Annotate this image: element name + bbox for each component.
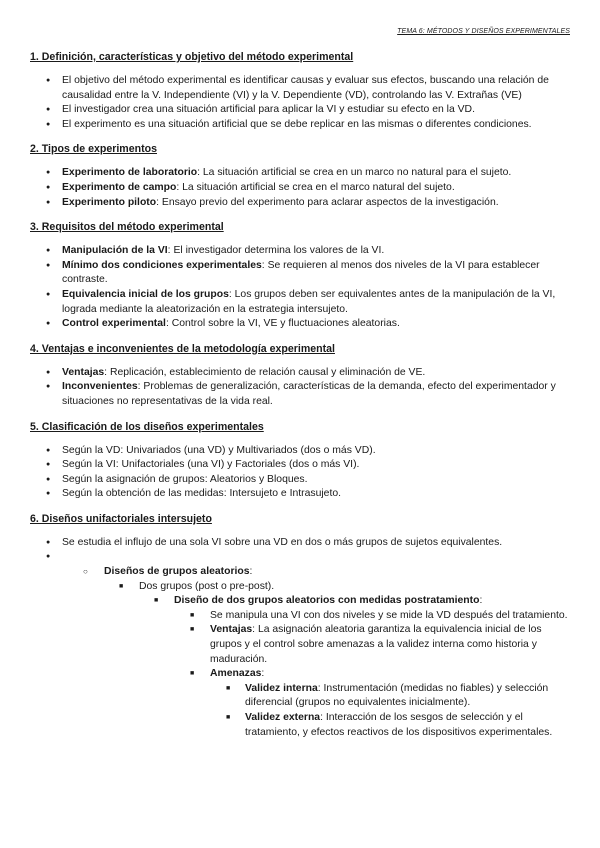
list-item	[30, 380, 575, 409]
section-4-title: 4. Ventajas e inconvenientes de la metodología experimental	[30, 342, 335, 355]
list-item: ● Se estudia el influjo de una sola VI sobre una VD en dos o más grupos de sujetos equivalentes.	[30, 536, 575, 551]
definition: : Replicación, establecimiento de relación causal y eliminación de VE.	[104, 366, 426, 378]
section-3-title: 3. Requisitos del método experimental	[30, 221, 224, 234]
list-item: ● Según la obtención de las medidas: Intersujeto e Intrasujeto.	[30, 487, 575, 502]
list-item: ● El experimento es una situación artificial que se debe replicar en las mismas o diferentes condiciones.	[30, 118, 575, 133]
section-5-title: 5. Clasificación de los diseños experimentales	[30, 420, 264, 433]
term: Diseños de grupos aleatorios	[104, 566, 250, 578]
list-item: ● El investigador crea una situación artificial para aplicar la VI y estudiar su efecto en la VD.	[30, 103, 575, 118]
detail-item	[30, 623, 575, 667]
term: Experimento de campo	[62, 181, 177, 193]
list-item	[30, 288, 575, 317]
detail-subitem	[30, 711, 575, 740]
section-1	[30, 50, 575, 132]
sublist-item	[30, 594, 575, 609]
list-item: ● Según la asignación de grupos: Aleatorios y Bloques.	[30, 473, 575, 488]
list-item	[30, 166, 575, 181]
list-item	[30, 196, 575, 211]
detail-item	[30, 667, 575, 682]
definition: : La situación artificial se crea en un marco no natural para el sujeto.	[197, 167, 512, 179]
definition: : Problemas de generalización, características de la demanda, efecto del experimentador y situaciones no representativas de la vida real.	[62, 381, 556, 407]
section-4-list	[30, 366, 575, 410]
term-colon: :	[479, 595, 483, 607]
detail-item: ■ Se manipula una VI con dos niveles y se mide la VD después del tratamiento.	[30, 609, 575, 624]
list-item: ● Según la VI: Unifactoriales (una VI) y Factoriales (dos o más VI).	[30, 458, 575, 473]
definition: : Control sobre la VI, VE y fluctuaciones aleatorias.	[165, 318, 400, 330]
term-colon: :	[249, 566, 253, 578]
definition: : La asignación aleatoria garantiza la equivalencia inicial de los grupos y el control sobre amenazas a la validez interna como historia y maduración.	[210, 624, 542, 665]
list-item	[30, 317, 575, 332]
term: Experimento piloto	[62, 196, 157, 208]
definition: : Ensayo previo del experimento para aclarar aspectos de la investigación.	[156, 196, 499, 208]
list-item	[30, 366, 575, 381]
term-colon: :	[261, 668, 265, 680]
term: Diseño de dos grupos aleatorios con medidas postratamiento	[174, 595, 480, 607]
term: Control experimental	[62, 318, 166, 330]
section-5	[30, 420, 575, 502]
definition: : La situación artificial se crea en el marco natural del sujeto.	[176, 181, 455, 193]
term: Amenazas	[210, 668, 262, 680]
term: Equivalencia inicial de los grupos	[62, 288, 229, 300]
section-2-list	[30, 166, 575, 210]
page-header: TEMA 6: MÉTODOS Y DISEÑOS EXPERIMENTALES	[397, 28, 570, 35]
term: Validez interna	[245, 682, 318, 694]
definition: : Los grupos deben ser equivalentes antes de la manipulación de la VI, lograda mediante la aleatorización en la estrategia intersujeto.	[62, 288, 556, 315]
section-3-list	[30, 244, 575, 332]
list-item-empty	[30, 550, 575, 565]
section-1-title: 1. Definición, características y objetivo del método experimental	[30, 51, 354, 63]
section-6-title: 6. Diseños unifactoriales intersujeto	[30, 512, 212, 525]
term: Inconvenientes	[62, 381, 138, 393]
term: Ventajas	[210, 624, 253, 636]
section-6-list	[30, 536, 575, 740]
definition: : Interacción de los sesgos de selección y el tratamiento, y efectos reactivos de los dispositivos experimentales.	[245, 712, 553, 738]
definition: : Se requieren al menos dos niveles de la VI para establecer contraste.	[62, 259, 540, 286]
section-6	[30, 512, 575, 740]
term: Mínimo dos condiciones experimentales	[62, 259, 262, 271]
list-item	[30, 259, 575, 288]
list-item	[30, 181, 575, 196]
sublist-item: ■ Dos grupos (post o pre-post).	[30, 580, 575, 595]
term: Manipulación de la VI	[62, 245, 168, 257]
list-item	[30, 244, 575, 259]
document-body	[30, 50, 575, 750]
section-2-title: 2. Tipos de experimentos	[30, 143, 157, 156]
section-2	[30, 142, 575, 210]
section-1-list	[30, 74, 575, 132]
sublist-item	[30, 565, 575, 580]
section-4	[30, 342, 575, 410]
definition: : El investigador determina los valores de la VI.	[167, 245, 385, 257]
term: Validez externa	[245, 712, 321, 723]
list-item: ● Según la VD: Univariados (una VD) y Multivariados (dos o más VD).	[30, 444, 575, 459]
detail-subitem	[30, 682, 575, 711]
list-item: ● El objetivo del método experimental es identificar causas y evaluar sus efectos, buscando una relación de causalidad entre la V. Independiente (VI) y la V. Dependiente (VD), controlando las V. Extrañas (VE)	[30, 74, 575, 103]
definition: : Instrumentación (medidas no fiables) y selección diferencial (grupos no equivalentes inicialmente).	[245, 682, 549, 709]
section-5-list	[30, 444, 575, 502]
term: Ventajas	[62, 366, 105, 378]
term: Experimento de laboratorio	[62, 167, 198, 179]
section-3	[30, 220, 575, 332]
